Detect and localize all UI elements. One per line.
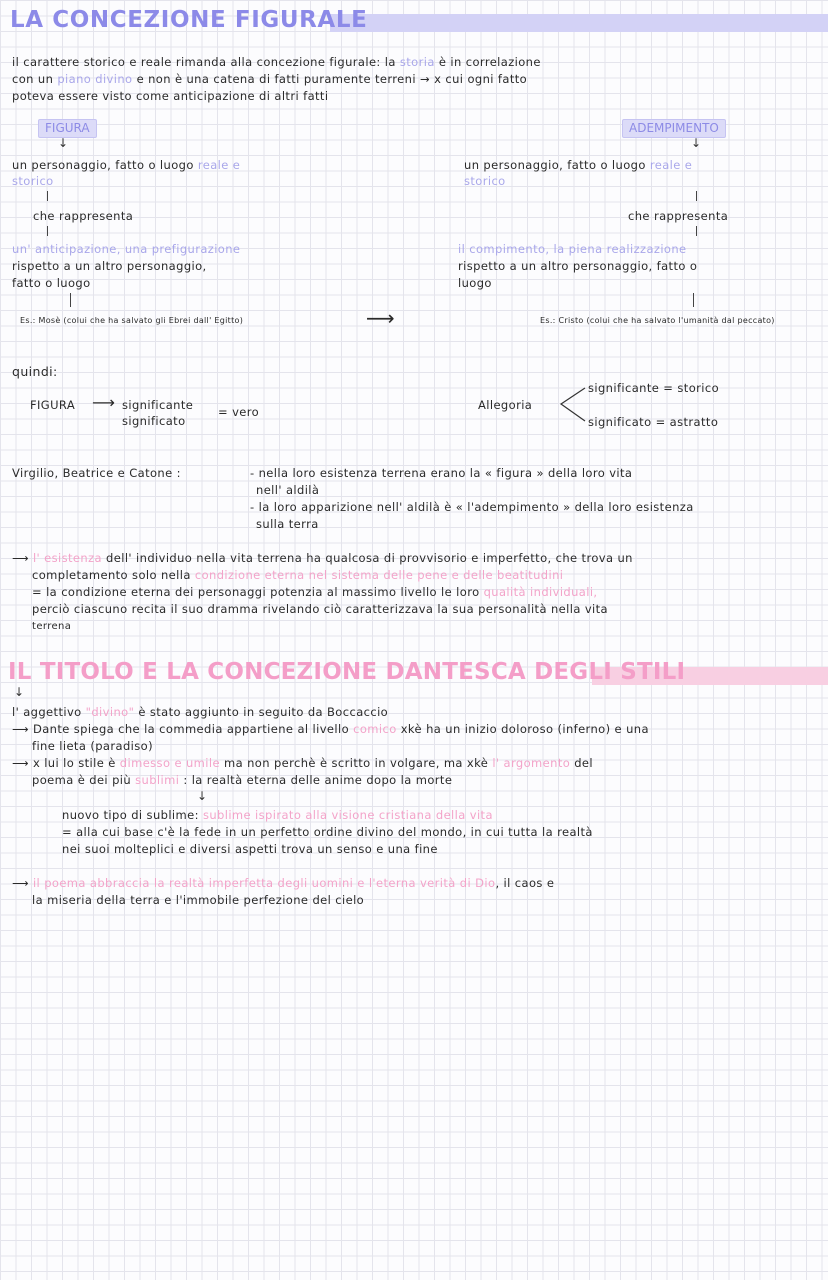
connector-line [693,293,694,307]
significato-label: significato [122,414,186,428]
virgilio-point-2b: sulla terra [256,517,319,531]
figura-rispetto: rispetto a un altro personaggio, [12,259,207,273]
sublime-line-3: nei suoi molteplici e diversi aspetti trova un senso e una fine [62,842,438,856]
figura-fatto-luogo: fatto o luogo [12,276,91,290]
figura-label-box: FIGURA [38,119,97,138]
significato-astratto: significato = astratto [588,415,719,429]
figura-anticipazione: un' anticipazione, una prefigurazione [12,242,241,256]
down-arrow-icon: ↓ [197,789,208,803]
adempimento-rispetto: rispetto a un altro personaggio, fatto o [458,259,698,273]
significante-label: significante [122,398,194,412]
section-title: LA CONCEZIONE FIGURALE [10,7,368,33]
down-arrow-icon: ↓ [14,685,25,699]
connector-line [70,293,71,307]
virgilio-point-2: - la loro apparizione nell' aldilà è « l'adempimento » della loro esistenza [250,500,694,514]
esistenza-line-3: = la condizione eterna dei personaggi potenzia al massimo livello le loro qualità individuali, [32,585,598,599]
poema-line-1: ⟶ il poema abbraccia la realtà imperfetta degli uomini e l'eterna verità di Dio, il caos e [12,876,555,890]
right-arrow-icon: ⟶ [12,756,29,770]
commedia-line-2: fine lieta (paradiso) [32,739,153,753]
adempimento-rappresenta: che rappresenta [628,209,729,223]
allegoria-branch-icon [557,383,587,427]
sublime-line-2: = alla cui base c'è la fede in un perfetto ordine divino del mondo, in cui tutta la realtà [62,825,593,839]
commedia-line-1: ⟶ Dante spiega che la commedia appartiene al livello comico xkè ha un inizio doloroso (inferno) e una [12,722,649,736]
esistenza-line-1: ⟶ l' esistenza dell' individuo nella vita terrena ha qualcosa di provvisorio e imperfetto, che trova un [12,551,633,565]
connector-line [47,191,48,201]
middle-right-arrow-icon: ⟶ [366,306,395,330]
figura-rappresenta: che rappresenta [33,209,134,223]
right-arrow-icon: ⟶ [12,876,29,890]
down-arrow-icon: ↓ [691,136,702,150]
adempimento-label-box: ADEMPIMENTO [622,119,726,138]
right-arrow-icon: → [420,72,431,86]
right-arrow-icon: ⟶ [12,551,29,565]
connector-line [696,226,697,236]
adempimento-luogo: luogo [458,276,492,290]
intro-line-3: poteva essere visto come anticipazione di altri fatti [12,89,329,103]
figura-line-2: storico [12,174,54,188]
figura-example: Es.: Mosè (colui che ha salvato gli Ebrei dall' Egitto) [20,316,244,325]
sublime-line-1: nuovo tipo di sublime: sublime ispirato alla visione cristiana della vita [62,808,493,822]
quindi-label: quindi: [12,364,58,379]
figura-line-1: un personaggio, fatto o luogo reale e [12,158,241,172]
stile-line-1: ⟶ x lui lo stile è dimesso e umile ma non perchè è scritto in volgare, ma xkè l' argomento del [12,756,594,770]
virgilio-point-1b: nell' aldilà [256,483,320,497]
stile-line-2: poema è dei più sublimi : la realtà eterna delle anime dopo la morte [32,773,453,787]
intro-line-1: il carattere storico e reale rimanda alla concezione figurale: la storia è in correlazione [12,55,541,69]
connector-line [696,191,697,201]
poema-line-2: la miseria della terra e l'immobile perfezione del cielo [32,893,365,907]
virgilio-lead: Virgilio, Beatrice e Catone : [12,466,181,480]
right-arrow-icon: ⟶ [12,722,29,736]
adempimento-example: Es.: Cristo (colui che ha salvato l'umanità dal peccato) [540,316,775,325]
right-arrow-icon: ⟶ [92,393,115,412]
connector-line [47,226,48,236]
virgilio-point-1: - nella loro esistenza terrena erano la « figura » della loro vita [250,466,633,480]
highlight-piano-divino: piano divino [57,72,133,86]
highlight-storia: storia [399,55,435,69]
section-title: IL TITOLO E LA CONCEZIONE DANTESCA DEGLI STILI [8,659,686,685]
adempimento-line-1: un personaggio, fatto o luogo reale e [464,158,693,172]
esistenza-line-2: completamento solo nella condizione eterna nel sistema delle pene e delle beatitudini [32,568,564,582]
esistenza-line-4: perciò ciascuno recita il suo dramma rivelando ciò caratterizzava la sua personalità nella vita [32,602,608,616]
figura-word: FIGURA [30,398,76,412]
adempimento-line-2: storico [464,174,506,188]
title-highlight-bar [330,14,828,32]
intro-line-2: con un piano divino e non è una catena di fatti puramente terreni → x cui ogni fatto [12,72,528,86]
down-arrow-icon: ↓ [58,136,69,150]
esistenza-line-5: terrena [32,621,72,632]
allegoria-word: Allegoria [478,398,533,412]
equals-vero: = vero [218,405,260,419]
significante-storico: significante = storico [588,381,720,395]
aggettivo-line: l' aggettivo "divino" è stato aggiunto in seguito da Boccaccio [12,705,389,719]
adempimento-compimento: il compimento, la piena realizzazione [458,242,687,256]
